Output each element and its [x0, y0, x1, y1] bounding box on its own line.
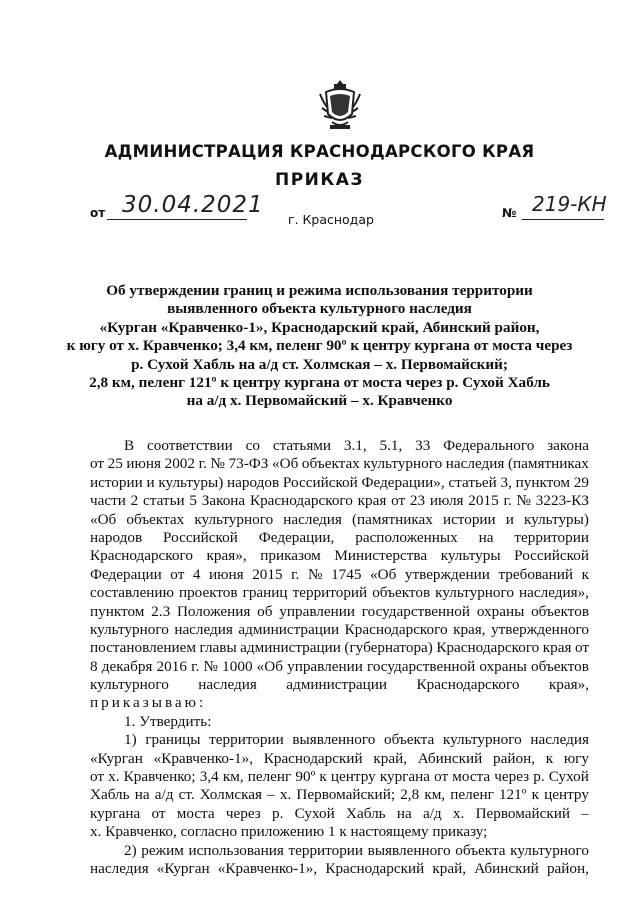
- number-prefix: №: [502, 206, 517, 220]
- order-title: [60, 282, 579, 411]
- date-underline: [107, 219, 247, 220]
- document-type: ПРИКАЗ: [274, 170, 365, 190]
- body-line: 1. Утвердить:: [124, 712, 212, 730]
- body-line: Хабль на а/д ст. Холмская – х. Первомайский; 2,8 км, пеленг 121º к центру: [90, 786, 589, 804]
- body-line: Краснодарского края», приказом Министерства культуры Российской: [90, 547, 589, 565]
- body-line: народов Российской Федерации, расположенных на территории: [90, 528, 589, 546]
- body-line: приказываю:: [90, 694, 207, 712]
- body-line: «Курган «Кравченко-1», Краснодарский край, Абинский район, к югу: [90, 749, 589, 767]
- body-line: составлению проектов границ территорий объектов культурного наследия»,: [90, 584, 589, 602]
- body-line: пунктом 2.3 Положения об управлении государственной охраны объектов: [90, 602, 589, 620]
- title-line: к югу от х. Кравченко; 3,4 км, пеленг 90º к центру кургана от моста через: [66, 337, 573, 355]
- body-line: х. Кравченко, согласно приложению 1 к настоящему приказу;: [90, 823, 488, 841]
- body-line: части 2 статьи 5 Закона Краснодарского края от 23 июля 2015 г. № 3223-КЗ: [90, 492, 589, 510]
- body-line: кургана от моста через р. Сухой Хабль на а/д х. Первомайский –: [90, 804, 589, 822]
- body-line: 8 декабря 2016 г. № 1000 «Об управлении государственной охраны объектов: [90, 657, 589, 675]
- body-line: В соответствии со статьями 3.1, 5.1, 33 Федерального закона: [124, 437, 589, 454]
- order-body: [90, 437, 589, 878]
- body-line: 2) режим использования территории выявленного объекта культурного: [124, 841, 589, 859]
- organization-name: АДМИНИСТРАЦИЯ КРАСНОДАРСКОГО КРАЯ: [104, 142, 535, 161]
- city-name: г. Краснодар: [288, 212, 374, 227]
- body-line: постановлением главы администрации (губернатора) Краснодарского края от: [90, 639, 589, 657]
- body-line: наследия «Курган «Кравченко-1», Краснодарский край, Абинский район,: [90, 859, 589, 877]
- body-line: от х. Кравченко; 3,4 км, пеленг 90º к центру кургана от моста через р. Сухой: [90, 768, 589, 786]
- date-number-row: [0, 192, 639, 238]
- title-line: р. Сухой Хабль на а/д ст. Холмская – х. Первомайский;: [131, 355, 508, 373]
- body-line: 1) границы территории выявленного объекта культурного наследия: [124, 731, 589, 749]
- title-line: выявленного объекта культурного наследия: [167, 300, 472, 318]
- body-line: от 25 июня 2002 г. № 73-ФЗ «Об объектах культурного наследия (памятниках: [90, 455, 589, 473]
- title-line: Об утверждении границ и режима использования территории: [106, 282, 533, 299]
- number-underline: [522, 219, 604, 220]
- body-line: культурного наследия администрации Краснодарского края»,: [90, 676, 589, 694]
- body-line: культурного наследия администрации Краснодарского края, утвержденного: [90, 620, 589, 638]
- handwritten-date: 30.04.2021: [122, 192, 264, 218]
- coat-of-arms-emblem: [318, 78, 362, 132]
- body-line: Федерации от 4 июня 2015 г. № 1745 «Об утверждении требований к: [90, 565, 589, 583]
- title-line: на а/д х. Первомайский – х. Кравченко: [186, 392, 453, 410]
- title-line: «Курган «Кравченко-1», Краснодарский край, Абинский район,: [99, 318, 540, 336]
- date-prefix: от: [90, 206, 106, 220]
- title-line: 2,8 км, пеленг 121º к центру кургана от моста через р. Сухой Хабль: [89, 374, 550, 392]
- handwritten-number: 219-КН: [532, 192, 607, 216]
- body-line: «Об объектах культурного наследия (памятниках истории и культуры): [90, 510, 589, 528]
- body-line: истории и культуры) народов Российской Федерации», статьей 3, пунктом 29: [90, 473, 589, 491]
